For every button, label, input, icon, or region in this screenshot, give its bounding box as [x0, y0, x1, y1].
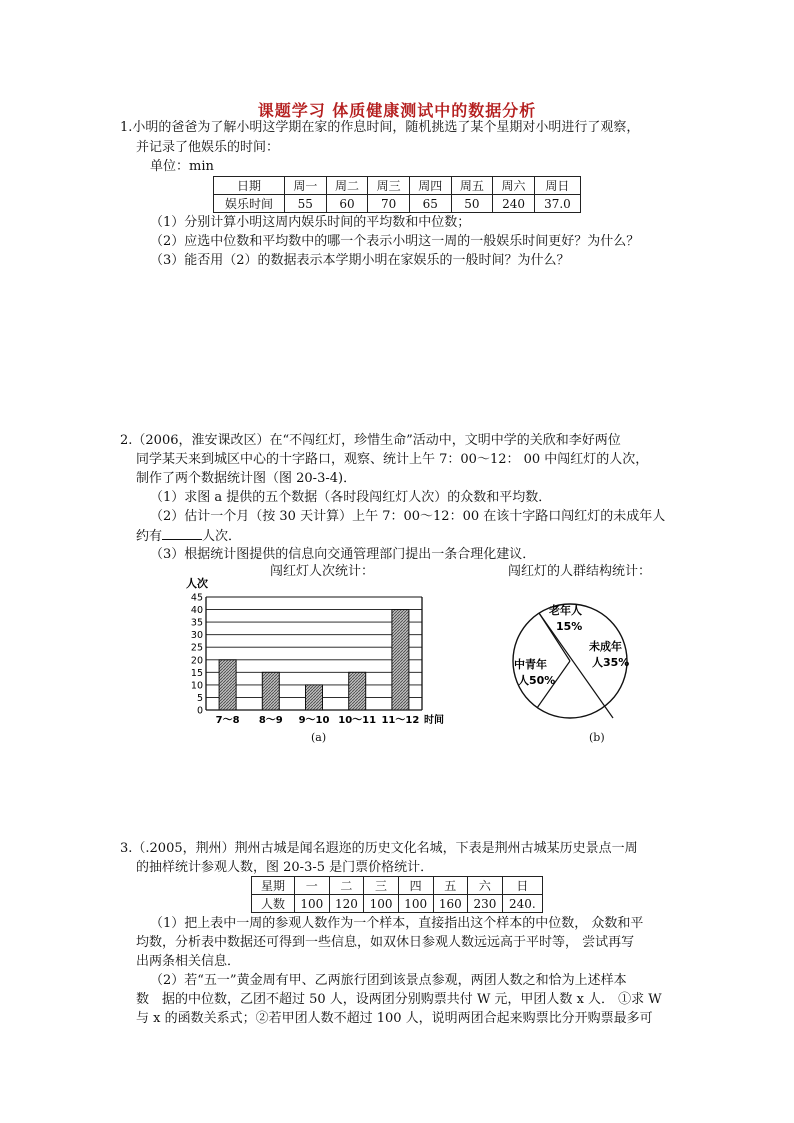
- x-axis-label: 时间: [424, 715, 444, 726]
- pie-value-minor: 人35%: [592, 656, 630, 669]
- table-cell: 日: [502, 877, 542, 895]
- pie-value-elderly: 15%: [556, 620, 583, 633]
- table-cell: 周日: [534, 177, 580, 195]
- table-cell: 周二: [326, 177, 368, 195]
- x-tick-label: 9～10: [298, 715, 330, 726]
- q1-line-1: 1.小明的爸爸为了解小明这学期在家的作息时间，随机挑选了某个星期对小明进行了观察，: [120, 120, 640, 135]
- q2-sub-2b: [136, 527, 241, 546]
- pie-chart-title: 闯红灯的人群结构统计：: [508, 564, 652, 579]
- q3-p1-line-1: （1）把上表中一周的参观人数作为一个样本，直接指出这个样本的中位数， 众数和平: [150, 916, 644, 931]
- q3-table-row-values: [252, 895, 543, 913]
- q2-line-2: 同学某天来到城区中心的十字路口，观察、统计上午 7：00～12： 00 中闯红灯的人次，: [136, 452, 649, 467]
- table-cell: 65: [409, 195, 451, 213]
- bar: [219, 660, 236, 710]
- y-tick-label: 0: [196, 705, 203, 717]
- q3-line-2: 的抽样统计参观人数，图 20-3-5 是门票价格统计．: [136, 860, 434, 875]
- bar: [262, 672, 279, 710]
- table-cell: 120: [329, 895, 364, 913]
- q2-line-1: 2.（2006，淮安课改区）在“不闯红灯，珍惜生命”活动中，文明中学的关欣和李好两位: [120, 433, 621, 448]
- q1-sub-3: （3）能否用（2）的数据表示本学期小明在家娱乐的一般时间？为什么？: [150, 253, 570, 268]
- caption-a: (a): [311, 731, 327, 744]
- table-cell: 三: [364, 877, 399, 895]
- bar-chart: [178, 572, 458, 737]
- table-cell: 100: [295, 895, 330, 913]
- pie-label-adult: 中青年: [514, 658, 547, 671]
- table-cell: 周一: [285, 177, 327, 195]
- table-cell: 230: [468, 895, 503, 913]
- table-cell: 100: [364, 895, 399, 913]
- bar: [306, 685, 323, 710]
- q3-line-1: 3.（.2005，荆州）荆州古城是闻名遐迩的历史文化名城，下表是荆州古城某历史景点一周: [120, 841, 638, 856]
- q3-p1-line-3: 出两条相关信息．: [136, 954, 241, 969]
- q3-table-row-header: [252, 877, 543, 895]
- q3-p2-line-1: （2）若“五一”黄金周有甲、乙两旅行团到该景点参观，两团人数之和恰为上述样本: [150, 973, 627, 988]
- q2-line-3: 制作了两个数据统计图（图 20-3-4)．: [136, 471, 357, 486]
- table-cell: 100: [398, 895, 433, 913]
- table-cell: 55: [285, 195, 327, 213]
- q2-sub-3: （3）根据统计图提供的信息向交通管理部门提出一条合理化建议．: [150, 547, 536, 562]
- y-tick-label: 15: [190, 667, 203, 679]
- q2-sub-1: （1）求图 a 提供的五个数据（各时段闯红灯人次）的众数和平均数．: [150, 490, 552, 505]
- y-tick-label: 25: [190, 642, 203, 654]
- table-cell: 人数: [252, 895, 295, 913]
- y-tick-label: 30: [190, 630, 203, 642]
- q3-p1-line-2: 均数，分析表中数据还可得到一些信息，如双休日参观人数远远高于平时等， 尝试再写: [136, 935, 635, 950]
- y-tick-label: 5: [196, 692, 203, 704]
- q1-line-2: 并记录了他娱乐的时间：: [136, 140, 280, 155]
- bar-chart-title: 闯红灯人次统计：: [270, 564, 375, 579]
- x-tick-label: 10～11: [338, 715, 377, 726]
- table-cell: 周六: [493, 177, 535, 195]
- y-tick-label: 10: [190, 680, 203, 692]
- pie-chart: [505, 588, 645, 736]
- x-tick-label: 7～8: [215, 715, 240, 726]
- table-cell: 周三: [368, 177, 410, 195]
- table-cell: 一: [295, 877, 330, 895]
- page-title: 课题学习 体质健康测试中的数据分析: [257, 101, 537, 120]
- table-cell: 70: [368, 195, 410, 213]
- y-tick-label: 40: [190, 605, 203, 617]
- table-cell: 50: [451, 195, 493, 213]
- q1-sub-2: （2）应选中位数和平均数中的哪一个表示小明这一周的一般娱乐时间更好？为什么？: [150, 234, 640, 249]
- table-cell: 六: [468, 877, 503, 895]
- pie-label-elderly: 老年人: [549, 604, 582, 617]
- q1-table: [213, 176, 581, 213]
- table-cell: 二: [329, 877, 364, 895]
- table-cell: 周四: [409, 177, 451, 195]
- pie-value-adult: 人50%: [518, 674, 556, 687]
- answer-blank: [162, 527, 202, 540]
- q1-sub-1: （1）分别计算小明这周内娱乐时间的平均数和中位数；: [150, 215, 471, 230]
- q1-table-row-values: [214, 195, 581, 213]
- y-tick-label: 35: [190, 617, 203, 629]
- caption-b: (b): [589, 731, 605, 744]
- q3-p2-line-2: 数 据的中位数，乙团不超过 50 人，设两团分别购票共付 W 元，甲团人数 x 人． ①求 W: [136, 992, 662, 1007]
- x-tick-label: 8～9: [258, 715, 283, 726]
- table-cell: 娱乐时间: [214, 195, 285, 213]
- table-cell: 160: [433, 895, 468, 913]
- bar: [392, 610, 409, 710]
- q1-table-row-header: [214, 177, 581, 195]
- table-cell: 周五: [451, 177, 493, 195]
- table-cell: 星期: [252, 877, 295, 895]
- table-cell: 240.: [502, 895, 542, 913]
- table-cell: 60: [326, 195, 368, 213]
- q3-table: [251, 876, 543, 913]
- table-cell: 五: [433, 877, 468, 895]
- bar: [349, 672, 366, 710]
- q2-sub-2b-prefix: 约有: [136, 529, 163, 544]
- y-tick-label: 20: [190, 655, 203, 667]
- table-cell: 日期: [214, 177, 285, 195]
- table-cell: 37.0: [534, 195, 580, 213]
- pie-label-minor: 未成年: [589, 640, 622, 653]
- q2-sub-2: （2）估计一个月（按 30 天计算）上午 7：00～12：00 在该十字路口闯红灯的未成年人: [150, 509, 666, 524]
- q1-unit: 单位：min: [150, 159, 214, 174]
- y-tick-label: 45: [190, 592, 203, 604]
- table-cell: 240: [493, 195, 535, 213]
- y-axis-label: 人次: [186, 577, 208, 590]
- q2-sub-2b-suffix: 人次．: [202, 529, 242, 544]
- q3-p2-line-3: 与 x 的函数关系式；②若甲团人数不超过 100 人，说明两团合起来购票比分开购票最多可: [136, 1011, 653, 1026]
- table-cell: 四: [398, 877, 433, 895]
- x-tick-label: 11～12: [381, 715, 420, 726]
